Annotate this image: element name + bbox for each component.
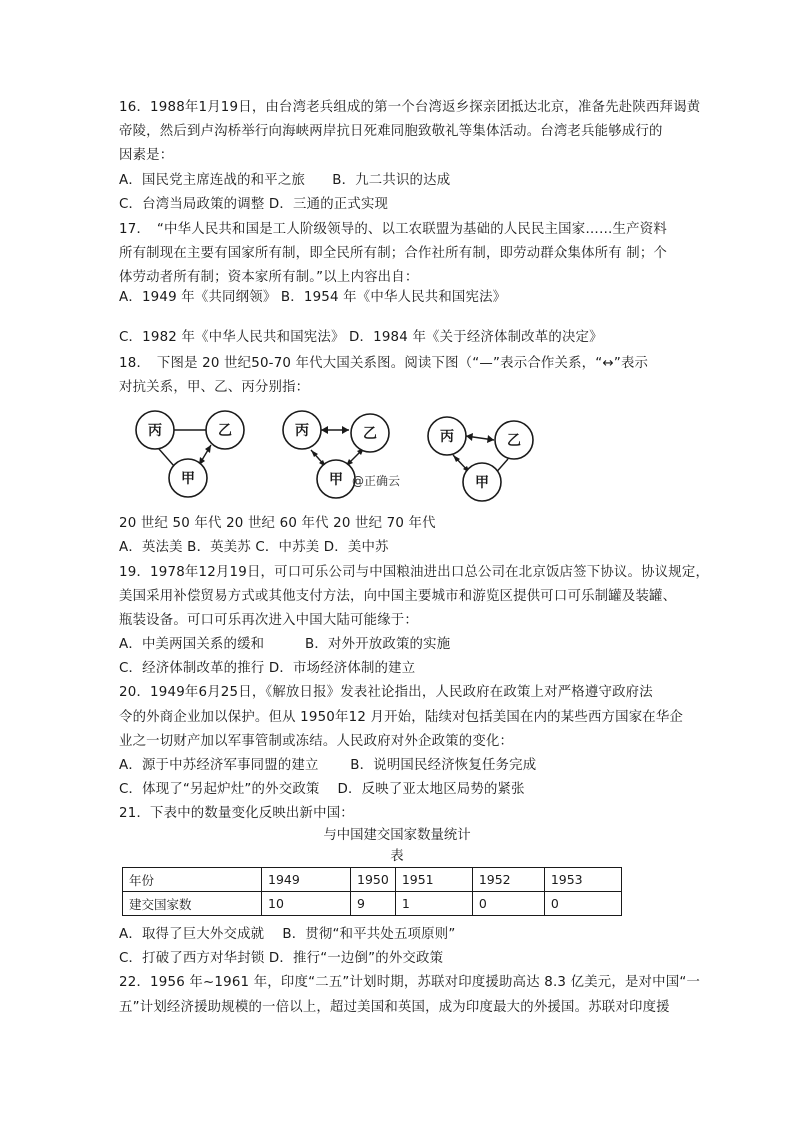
arrow-head xyxy=(466,433,473,441)
table-cell: 0 xyxy=(472,892,544,916)
table-cell: 10 xyxy=(262,892,351,916)
arrow-head xyxy=(321,426,328,434)
q19-stem-line-3: 瓶装设备。可口可乐再次进入中国大陆可能缘于： xyxy=(119,613,418,628)
table-cell: 1949 xyxy=(262,868,351,892)
table-cell: 1951 xyxy=(395,868,472,892)
table-cell: 9 xyxy=(351,892,396,916)
node-label-bing: 丙 xyxy=(148,423,162,439)
q21-options-cd: C．打破了西方对华封锁 D．推行“一边倒”的外交政策 xyxy=(119,951,444,966)
relation-diagram-1960s xyxy=(280,403,420,498)
q19-options-ab: A．中美两国关系的缓和 B．对外开放政策的实施 xyxy=(119,637,451,652)
diagram-caption: 20 世纪 50 年代 20 世纪 60 年代 20 世纪 70 年代 xyxy=(119,516,436,531)
q20-options-cd: C．体现了“另起炉灶”的外交政策 D．反映了亚太地区局势的紧张 xyxy=(119,782,525,797)
q17-options-ab: A．1949 年《共同纲领》 B．1954 年《中华人民共和国宪法》 xyxy=(119,290,507,305)
q19-options-cd: C．经济体制改革的推行 D．市场经济体制的建立 xyxy=(119,661,416,676)
q17-stem-line-1: 17． “中华人民共和国是工人阶级领导的、以工农联盟为基础的人民民主国家……生产资料 xyxy=(119,222,667,237)
node-label-yi: 乙 xyxy=(507,433,521,449)
node-label-jia: 甲 xyxy=(475,475,489,491)
q20-stem-line-1: 20．1949年6月25日，《解放日报》发表社论指出，人民政府在政策上对严格遵守政府法 xyxy=(119,685,653,700)
q21-options-ab: A．取得了巨大外交成就 B．贯彻“和平共处五项原则” xyxy=(119,927,456,942)
table-title-line-2: 表 xyxy=(390,849,404,864)
watermark: @正确云 xyxy=(352,474,401,488)
q17-stem-line-2: 所有制现在主要有国家所有制，即全民所有制；合作社所有制，即劳动群众集体所有 制；个 xyxy=(119,246,668,261)
node-label-jia: 甲 xyxy=(329,472,343,488)
q19-stem-line-2: 美国采用补偿贸易方式或其他支付方法，向中国主要城市和游览区提供可口可乐制罐及装罐、 xyxy=(119,589,677,604)
relation-diagram-1950s xyxy=(125,403,265,498)
arrow-head xyxy=(342,426,349,434)
table-cell: 建交国家数 xyxy=(123,892,262,916)
q16-stem-line-2: 帝陵，然后到卢沟桥举行向海峡两岸抗日死难同胞致敬礼等集体活动。台湾老兵能够成行的 xyxy=(119,124,663,139)
table-cell: 1950 xyxy=(351,868,396,892)
node-label-yi: 乙 xyxy=(218,423,232,439)
q21-stem: 21．下表中的数量变化反映出新中国： xyxy=(119,806,354,821)
q20-stem-line-2: 令的外商企业加以保护。但从 1950年12 月开始，陆续对包括美国在内的某些西方国家在华企 xyxy=(119,710,684,725)
q22-stem-line-2: 五”计划经济援助规模的一倍以上，超过美国和英国，成为印度最大的外援国。苏联对印度援 xyxy=(119,1000,670,1015)
q16-options-cd: C．台湾当局政策的调整 D．三通的正式实现 xyxy=(119,197,389,212)
q16-stem-line-3: 因素是： xyxy=(119,148,174,163)
node-label-yi: 乙 xyxy=(363,426,377,442)
node-label-bing: 丙 xyxy=(440,429,454,445)
q22-stem-line-1: 22．1956 年~1961 年，印度“二五”计划时期，苏联对印度援助高达 8.3 亿美元，是对中国“一 xyxy=(119,975,701,990)
q18-stem-line-2: 对抗关系，甲、乙、丙分别指： xyxy=(119,380,310,395)
table-row xyxy=(123,892,622,916)
node-label-bing: 丙 xyxy=(295,423,309,439)
table-cell: 0 xyxy=(544,892,621,916)
table-header-row xyxy=(123,868,622,892)
cooperation-line xyxy=(159,449,174,466)
q18-options: A．英法美 B．英美苏 C．中苏美 D．美中苏 xyxy=(119,540,389,555)
q18-stem-line-1: 18． 下图是 20 世纪50-70 年代大国关系图。阅读下图（“—”表示合作关系，“↔”表示 xyxy=(119,356,649,371)
q17-options-cd: C．1982 年《中华人民共和国宪法》 D．1984 年《关于经济体制改革的决定》 xyxy=(119,330,603,345)
relation-diagram-1970s xyxy=(425,412,535,504)
table-cell: 1953 xyxy=(544,868,621,892)
node-label-jia: 甲 xyxy=(181,471,195,487)
arrow-head xyxy=(487,435,494,443)
table-cell: 1952 xyxy=(472,868,544,892)
arrow-head xyxy=(205,445,211,453)
table-title-line-1: 与中国建交国家数量统计 xyxy=(323,828,471,843)
q16-options-ab: A．国民党主席连战的和平之旅 B．九二共识的达成 xyxy=(119,173,451,188)
q16-stem-line-1: 16．1988年1月19日，由台湾老兵组成的第一个台湾返乡探亲团抵达北京，准备先赴陕西拜谒黄 xyxy=(119,100,701,115)
q19-stem-line-1: 19．1978年12月19日，可口可乐公司与中国粮油进出口总公司在北京饭店签下协议。协议规定， xyxy=(119,565,710,580)
table-cell: 1 xyxy=(395,892,472,916)
q20-options-ab: A．源于中苏经济军事同盟的建立 B．说明国民经济恢复任务完成 xyxy=(119,758,537,773)
table-cell: 年份 xyxy=(123,868,262,892)
diplomatic-stats-table xyxy=(122,867,622,916)
q17-stem-line-3: 体劳动者所有制；资本家所有制。”以上内容出自： xyxy=(119,270,419,285)
q20-stem-line-3: 业之一切财产加以军事管制或冻结。人民政府对外企政策的变化： xyxy=(119,734,514,749)
